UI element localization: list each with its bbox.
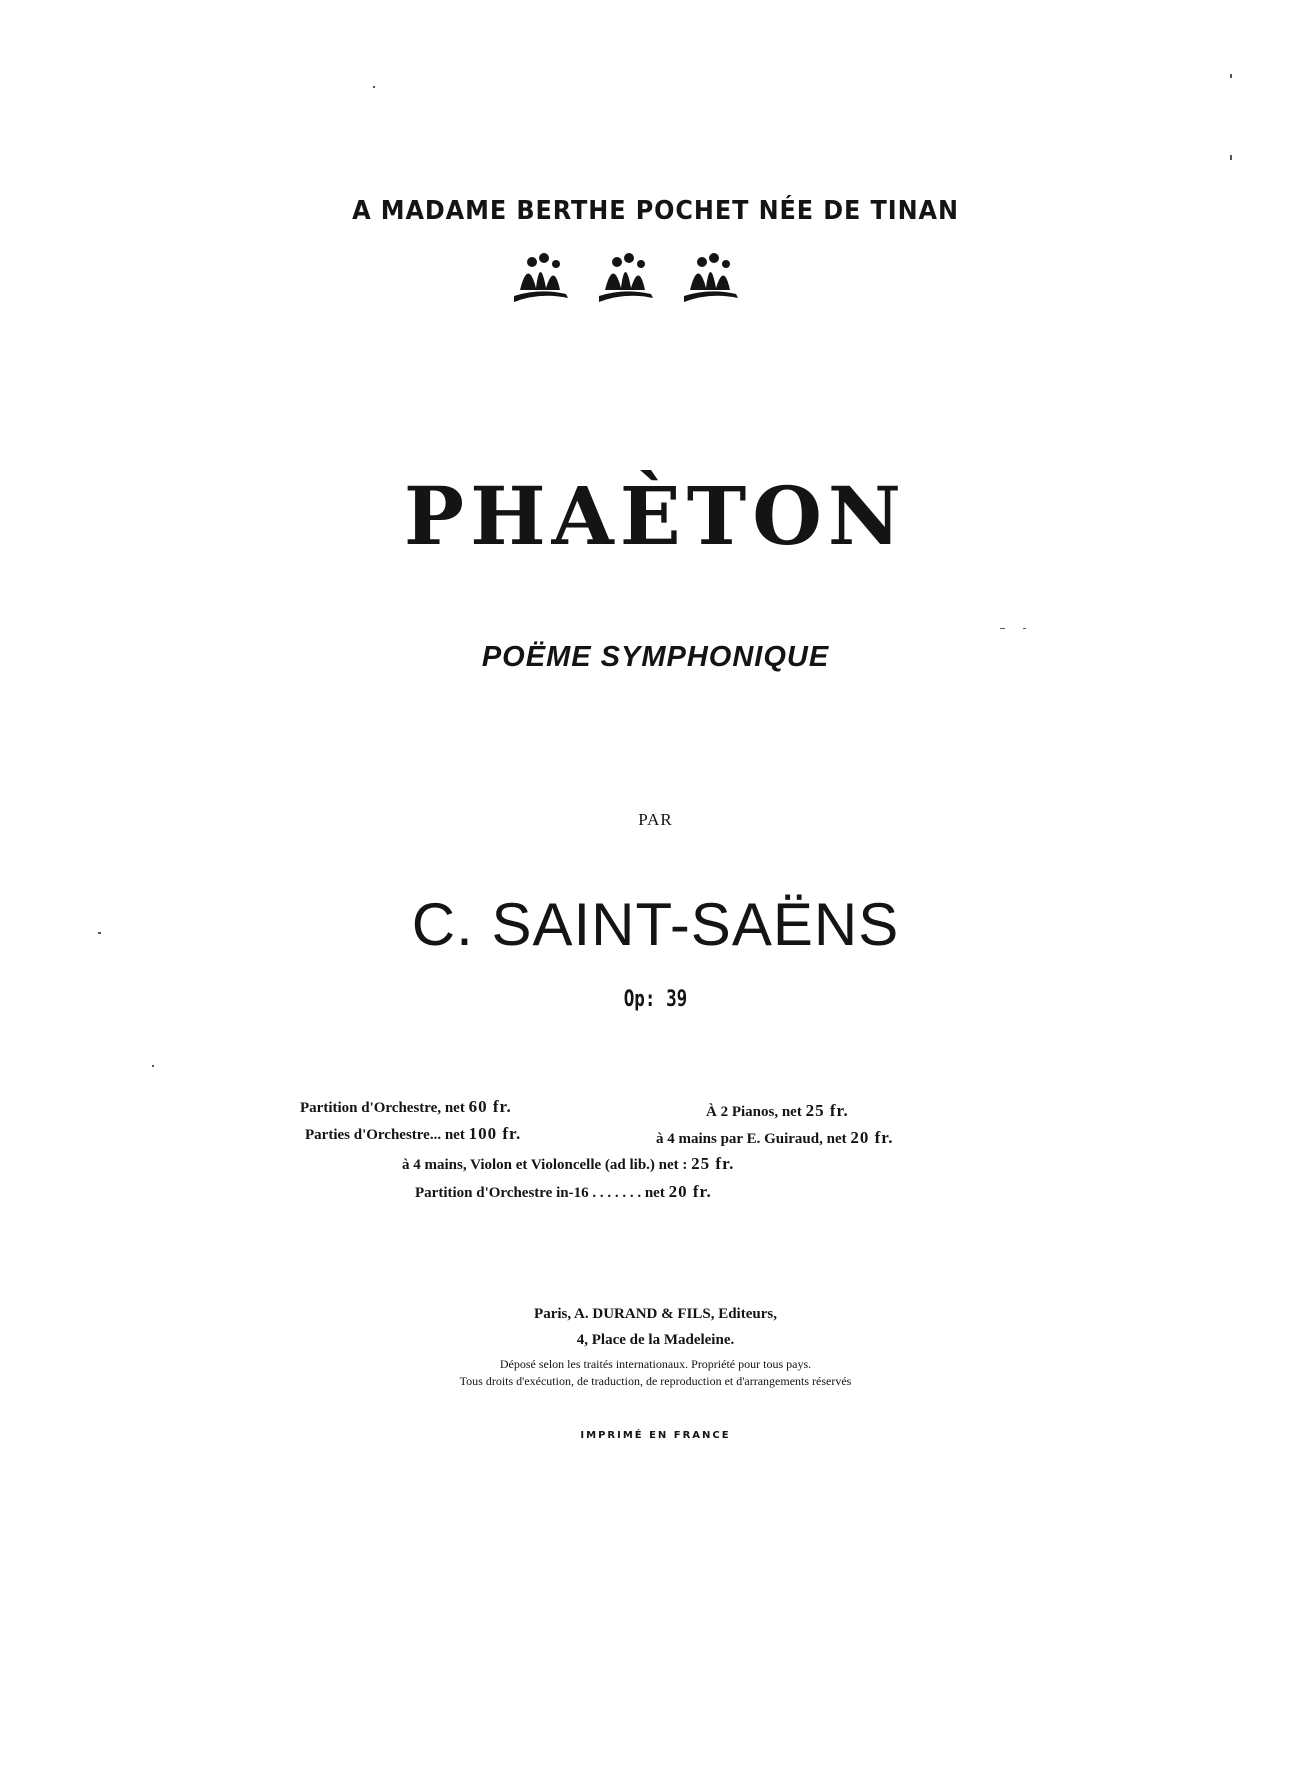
scan-speck: [1230, 74, 1232, 78]
publisher-address: 4, Place de la Madeleine.: [576, 1332, 735, 1348]
floral-ornament-icon: [514, 253, 568, 302]
opus-number: Op: 39: [623, 987, 688, 1012]
ornament-row: [500, 248, 760, 306]
price-label: Parties d'Orchestre... net: [305, 1127, 465, 1143]
by-label: PAR: [638, 810, 673, 829]
scan-speck: [98, 932, 101, 934]
publisher-name: Paris, A. DURAND & FILS, Editeurs,: [534, 1306, 777, 1322]
price-amount: 60 fr.: [468, 1097, 512, 1116]
scan-speck: [373, 86, 375, 88]
page-title: PHAÈTON: [403, 469, 908, 563]
scan-speck: [152, 1065, 154, 1067]
dedication: A MADAME BERTHE POCHET NÉE DE TINAN: [352, 196, 959, 226]
price-amount: 20 fr.: [668, 1182, 712, 1201]
price-amount: 25 fr.: [691, 1154, 735, 1173]
price-line: [402, 1154, 734, 1174]
subtitle: POËME SYMPHONIQUE: [481, 641, 830, 673]
price-label: à 4 mains par E. Guiraud, net: [656, 1131, 847, 1147]
price-label: À 2 Pianos, net: [706, 1104, 802, 1120]
floral-ornament-icon: [599, 253, 653, 302]
copyright-notice: Déposé selon les traités internationaux. Propriété pour tous pays.: [499, 1357, 812, 1371]
scan-speck: [1000, 628, 1005, 629]
price-amount: 25 fr.: [805, 1101, 849, 1120]
scan-speck: [1023, 628, 1026, 629]
price-label: Partition d'Orchestre, net: [300, 1100, 465, 1116]
price-label: à 4 mains, Violon et Violoncelle (ad lib.) net :: [402, 1157, 688, 1173]
floral-ornament-icon: [684, 253, 738, 302]
price-line: [415, 1182, 712, 1202]
composer-name: C. SAINT-SAËNS: [411, 891, 900, 958]
price-amount: 100 fr.: [468, 1124, 522, 1143]
price-line: [300, 1097, 512, 1117]
price-line: [706, 1101, 849, 1121]
imprint-label: IMPRIMÉ EN FRANCE: [580, 1430, 731, 1441]
rights-notice: Tous droits d'exécution, de traduction, de reproduction et d'arrangements réservés: [459, 1374, 852, 1388]
price-line: [305, 1124, 521, 1144]
price-line: [656, 1128, 894, 1148]
price-amount: 20 fr.: [850, 1128, 894, 1147]
scan-speck: [1230, 155, 1232, 160]
price-label: Partition d'Orchestre in-16 . . . . . . . net: [415, 1185, 665, 1201]
